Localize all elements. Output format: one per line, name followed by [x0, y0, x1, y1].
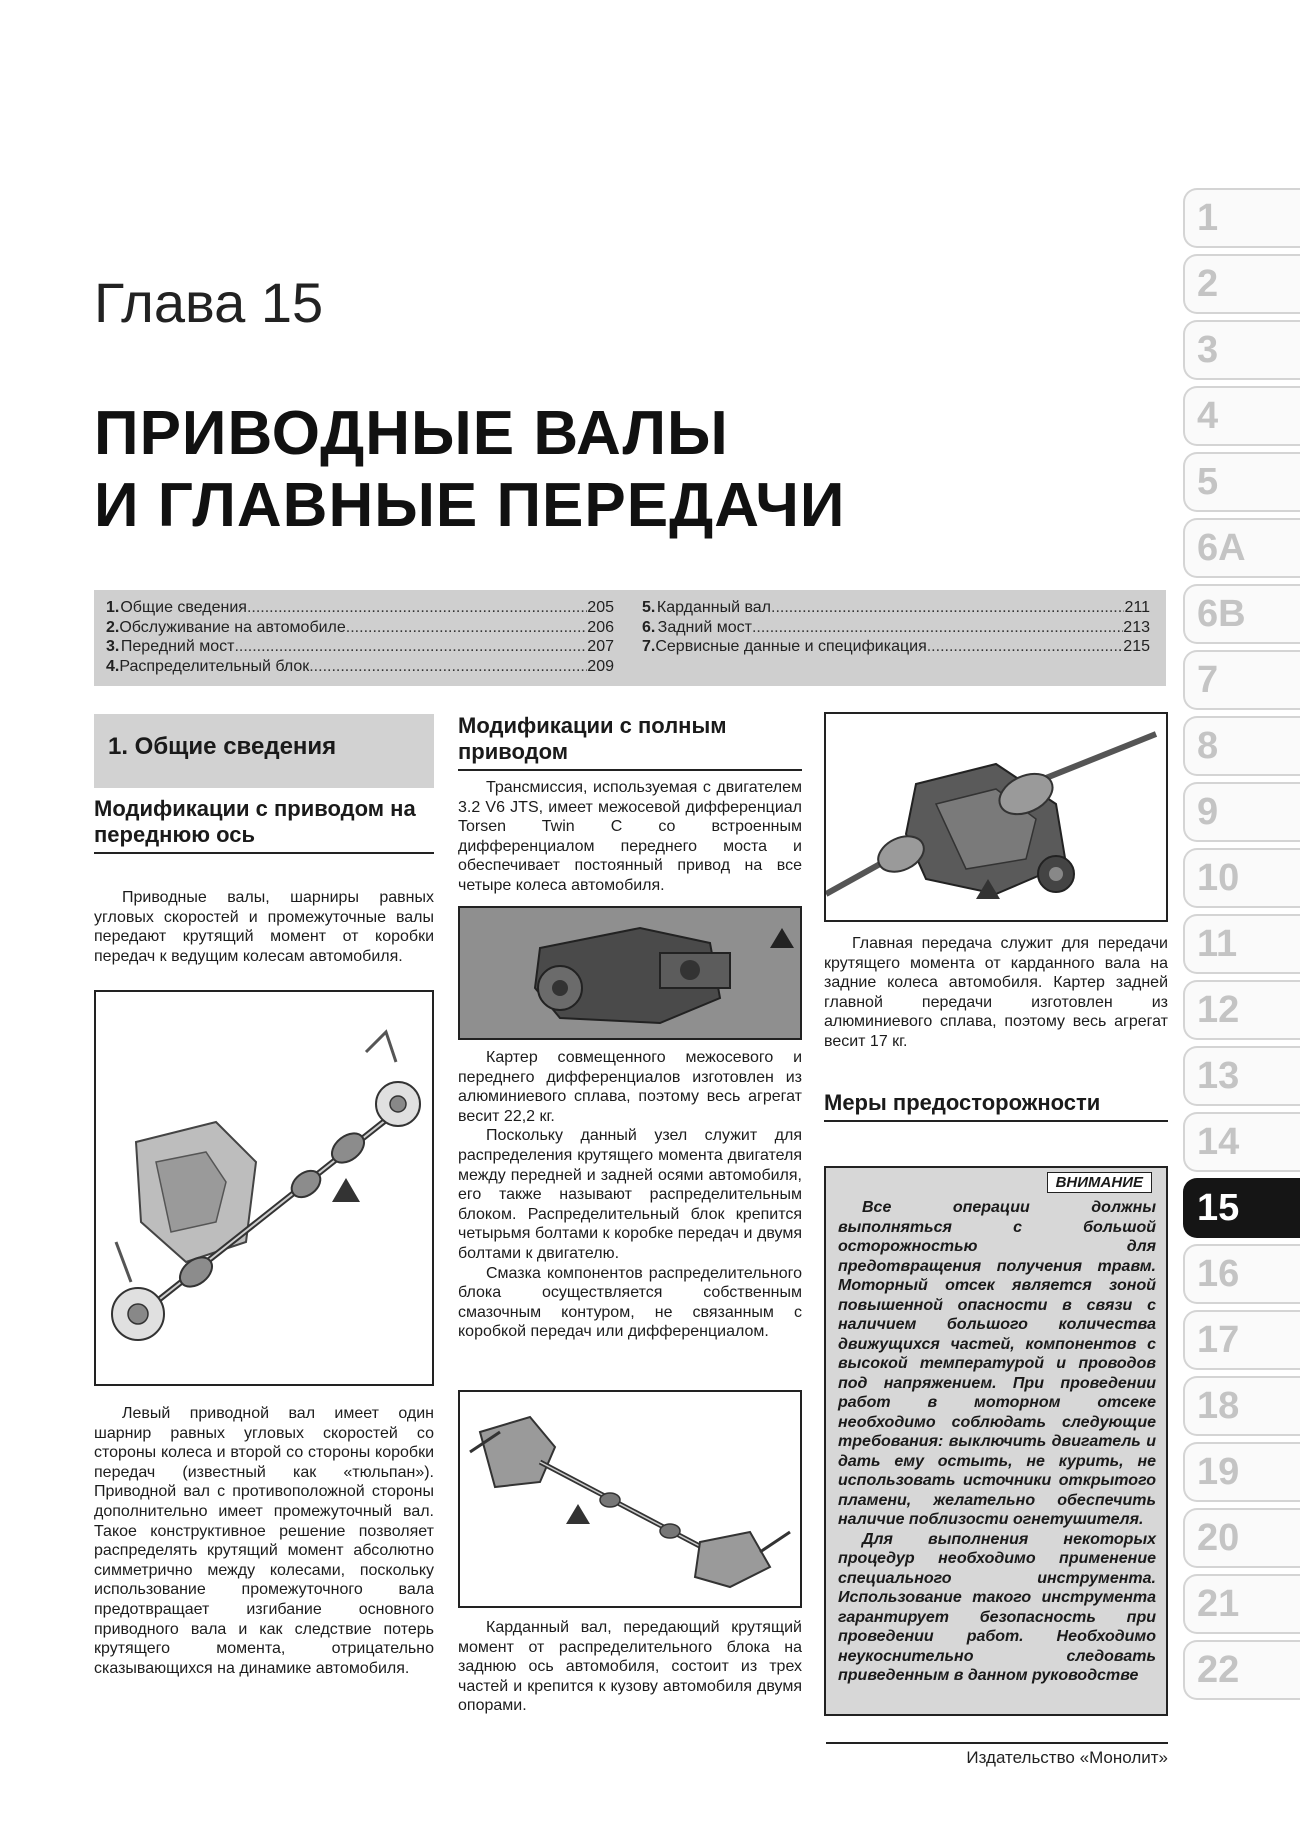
chapter-tab-16[interactable]: 16 [1183, 1244, 1300, 1304]
chapter-label: Глава 15 [94, 271, 324, 334]
publisher-footer: Издательство «Монолит» [966, 1748, 1168, 1767]
toc-text: Карданный вал [656, 599, 771, 616]
toc-number: 7. [642, 638, 656, 655]
chapter-tab-10[interactable]: 10 [1183, 848, 1300, 908]
toc-leader [346, 618, 588, 638]
chapter-tab-18[interactable]: 18 [1183, 1376, 1300, 1436]
toc-text: Сервисные данные и спецификация [655, 638, 927, 655]
rear-differential-illustration [826, 714, 1166, 920]
chapter-title-line-2: И ГЛАВНЫЕ ПЕРЕДАЧИ [94, 471, 846, 540]
toc-text: Задний мост [657, 618, 752, 636]
paragraph: Смазка компонентов распределительного блока осуществляется собственным смазочным контуром, не связанным с коробкой передач или дифференциалом. [458, 1264, 802, 1341]
paragraph: Поскольку данный узел служит для распределения крутящего момента двигателя между передней и задней осями автомобиля, его также называют распределительным блоком. Распределительный блок крепится четырьмя болтами к коробке передач и двумя болтами к двигателю. [458, 1127, 802, 1262]
front-drive-text [94, 888, 434, 966]
chapter-tab-7[interactable]: 7 [1183, 650, 1300, 710]
section-heading-box [94, 714, 434, 788]
toc-leader [752, 618, 1123, 638]
section-heading: 1. Общие сведения [108, 733, 337, 760]
chapter-tab-8[interactable]: 8 [1183, 716, 1300, 776]
footer-divider [826, 1742, 1168, 1744]
subheading-front-drive: Модификации с приводом на переднюю ось [94, 796, 434, 854]
paragraph: Для выполнения некоторых процедур необходимо применение специального инструмента. Использование такого инструмента гарантирует безопасность при проведении работ. Необходимо неукоснительно следовать приведенным в данном руководстве [838, 1530, 1156, 1684]
toc-page: 209 [587, 657, 614, 675]
toc-text: Передний мост [120, 638, 235, 655]
table-of-contents [94, 590, 1166, 686]
chapter-tab-11[interactable]: 11 [1183, 914, 1300, 974]
toc-leader [927, 637, 1124, 657]
toc-item[interactable] [642, 637, 1150, 657]
chapter-tab-3[interactable]: 3 [1183, 320, 1300, 380]
chapter-tab-5[interactable]: 5 [1183, 452, 1300, 512]
paragraph: Главная передача служит для передачи крутящего момента от карданного вала на задние колеса автомобиля. Картер задней главной передачи изготовлен из алюминиевого сплава, поэтому весь агрегат весит 17 кг. [824, 935, 1168, 1050]
chapter-tab-1[interactable]: 1 [1183, 188, 1300, 248]
chapter-title-line-1: ПРИВОДНЫЕ ВАЛЫ [94, 399, 729, 468]
toc-page: 205 [587, 599, 614, 616]
figure-transfer-case [458, 906, 802, 1040]
figure-front-drive-shafts [94, 990, 434, 1386]
toc-text: Обслуживание на автомобиле [119, 618, 346, 636]
chapter-tab-12[interactable]: 12 [1183, 980, 1300, 1040]
drive-shaft-illustration [96, 992, 432, 1384]
paragraph: Карданный вал, передающий крутящий момент от распределительного блока на заднюю ось автомобиля, состоит из трех частей и крепится к кузову автомобиля двумя опорами. [458, 1619, 802, 1715]
propeller-shaft-text [458, 1618, 802, 1716]
toc-page: 215 [1123, 638, 1150, 655]
toc-number: 5. [642, 599, 656, 616]
toc-number: 4. [106, 657, 120, 675]
chapter-tab-4[interactable]: 4 [1183, 386, 1300, 446]
toc-item[interactable] [642, 598, 1150, 618]
toc-leader [309, 657, 587, 677]
toc-page: 213 [1123, 618, 1150, 636]
toc-number: 1. [106, 599, 120, 616]
chapter-title [94, 398, 845, 542]
toc-item[interactable] [106, 657, 614, 677]
toc-text: Распределительный блок [119, 657, 310, 675]
chapter-tab-6a[interactable]: 6A [1183, 518, 1300, 578]
toc-page: 206 [587, 618, 614, 636]
toc-leader [234, 637, 587, 657]
toc-leader [247, 598, 587, 618]
toc-page: 207 [587, 638, 614, 655]
left-shaft-text [94, 1404, 434, 1678]
chapter-tab-15-active[interactable]: 15 [1183, 1178, 1300, 1238]
chapter-tab-17[interactable]: 17 [1183, 1310, 1300, 1370]
awd-body-text [458, 1048, 802, 1342]
toc-page: 211 [1124, 599, 1150, 616]
awd-intro-text [458, 778, 802, 896]
figure-propeller-shaft [458, 1390, 802, 1608]
warning-box [824, 1166, 1168, 1716]
propeller-shaft-illustration [460, 1392, 800, 1606]
transfer-case-illustration [460, 908, 800, 1038]
chapter-tab-14[interactable]: 14 [1183, 1112, 1300, 1172]
chapter-tab-9[interactable]: 9 [1183, 782, 1300, 842]
paragraph: Левый приводной вал имеет один шарнир равных угловых скоростей со стороны колеса и второй со стороны коробки передач (известный как «тюльпан»). Приводной вал с противоположной стороны дополнительно имеет промежуточный вал. Такое конструктивное решение позволяет распределять крутящий момент абсолютно симметрично между колесами, поскольку использование промежуточного вала предотвращает изгибание основного приводного вала и как следствие потерь крутящего момента, отрицательно сказывающихся на динамике автомобиля. [94, 1405, 434, 1677]
paragraph: Приводные валы, шарниры равных угловых скоростей и промежуточные валы передают крутящий момент от коробки передач к ведущим колесам автомобиля. [94, 889, 434, 965]
toc-item[interactable] [642, 618, 1150, 638]
paragraph: Все операции должны выполняться с большой осторожностью для предотвращения получения травм. Моторный отсек является зоной повышенной опасности в связи с наличием большого количества движущихся частей, компонентов с высокой температурой и проводов под напряжением. При проведении работ в моторном отсеке необходимо соблюдать следующие требования: выключить двигатель и дать ему остыть, не курить, не использовать источники открытого пламени, желательно обеспечить наличие поблизости огнетушителя. [838, 1199, 1156, 1528]
rear-diff-text [824, 934, 1168, 1052]
toc-column-right [642, 598, 1150, 657]
toc-item[interactable] [106, 618, 614, 638]
warning-badge: ВНИМАНИЕ [1047, 1172, 1152, 1193]
chapter-tab-2[interactable]: 2 [1183, 254, 1300, 314]
paragraph: Трансмиссия, используемая с двигателем 3.2 V6 JTS, имеет межосевой дифференциал Torsen Twin C со встроенным дифференциалом переднего моста и обеспечивает постоянный привод на все четыре колеса автомобиля. [458, 779, 802, 894]
toc-item[interactable] [106, 637, 614, 657]
figure-rear-differential [824, 712, 1168, 922]
toc-number: 6. [642, 618, 656, 636]
chapter-tab-22[interactable]: 22 [1183, 1640, 1300, 1700]
warning-text [838, 1198, 1156, 1686]
toc-column-left [106, 598, 614, 676]
toc-number: 3. [106, 638, 120, 655]
subheading-precautions: Меры предосторожности [824, 1090, 1168, 1122]
chapter-tab-6b[interactable]: 6B [1183, 584, 1300, 644]
toc-text: Общие сведения [120, 599, 247, 616]
subheading-awd: Модификации с полным приводом [458, 713, 802, 771]
toc-number: 2. [106, 618, 120, 636]
chapter-tab-19[interactable]: 19 [1183, 1442, 1300, 1502]
toc-item[interactable] [106, 598, 614, 618]
chapter-tab-13[interactable]: 13 [1183, 1046, 1300, 1106]
paragraph: Картер совмещенного межосевого и переднего дифференциалов изготовлен из алюминиевого сплава, поэтому весь агрегат весит 22,2 кг. [458, 1049, 802, 1125]
chapter-tab-21[interactable]: 21 [1183, 1574, 1300, 1634]
chapter-tab-20[interactable]: 20 [1183, 1508, 1300, 1568]
toc-leader [771, 598, 1124, 618]
